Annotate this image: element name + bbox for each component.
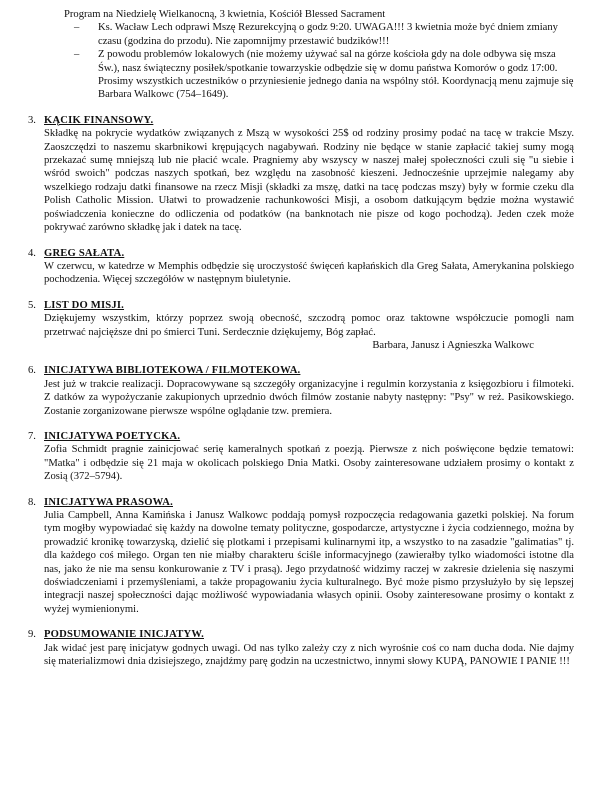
easter-program-item — [74, 48, 574, 102]
section-finance — [24, 114, 574, 235]
section-number: 3. — [28, 114, 36, 126]
easter-program-item-text: Z powodu problemów lokalowych (nie możemy używać sal na górze kościoła gdy na dole odbywa się msza Św.), nasz świąteczny posiłek/spotkanie towarzyskie odbędzie się w domu państwa Komorów o godz 17:00. Prosimy wszystkich uczestników o przyniesienie jednego dania na wspólny stół. Koordynacją menu zajmuje się Barbara Walkowc (754–1649). — [98, 49, 574, 101]
section-heading — [24, 496, 574, 509]
section-greg-salata — [24, 247, 574, 287]
letter-signature: Barbara, Janusz i Agnieszka Walkowc — [372, 339, 534, 351]
section-text: Dziękujemy wszystkim, którzy poprzez swoją obecność, szczodrą pomoc oraz taktowne współczucie pomogli nam przetrwać najcięższe dni po śmierci Tuni. Serdecznie dziękujemy, Bóg zapłać. — [44, 313, 574, 338]
section-letter — [24, 299, 574, 353]
section-heading — [24, 114, 574, 127]
section-title: INICJATYWA BIBLIOTEKOWA / FILMOTEKOWA. — [44, 365, 301, 377]
section-heading — [24, 628, 574, 641]
section-title: INICJATYWA POETYCKA. — [44, 430, 181, 442]
section-text: Jest już w trakcie realizacji. Dopracowywane są szczegóły organizacyjne i regulmin korzystania z księgozbioru i filmoteki. Z datków za wypożyczanie zakupionych uprzednio dwóch filmów zostanie nabyty następny: "Psy" w reż. Pasikowskiego. Zostanie zorganizowane pierwsze wspólne oglądanie tzw. premiera. — [44, 378, 574, 417]
section-text: Zofia Schmidt pragnie zainicjować serię kameralnych spotkań z poezją. Pierwsze z nich poświęcone będzie tematowi: "Matka" i odbędzie się 21 maja w okolicach polskiego Dnia Matki. Osoby zainteresowane udziałem prosimy o kontakt z Zosią (372–5794). — [44, 444, 574, 483]
section-title: PODSUMOWANIE INICJATYW. — [44, 629, 204, 641]
section-text: Julia Campbell, Anna Kamińska i Janusz Walkowc poddają pomysł rozpoczęcia redagowania gazetki polskiej. Na forum tym mogłby wypowiadać się każdy na dowolne tematy polityczne, gospodarcze, artystyczne i życia codziennego, można by prowadzić kronikę towarzyską, dzielić się plotkami i przepisami kulinarnymi itp, a wszystko to na zasadzie "galimatias" tj. dla każdego coś miłego. Organ ten nie miałby charakteru ściśle informacyjnego (zawierałby tylko wiadomości istotne dla nas, jako że nie ma sensu konkurowanie z TV i prasą). Jego przydatność widzimy raczej w zakresie dzielenia się naszymi doświadczeniami i przemyśleniami, a także propagowaniu życia kulturalnego. Być może pismo przysłużyło by się lepszej integracji naszej społeczności dając możliwość wypowiadania własych opinii. Osoby zainteresowane prosimy o kontakt z wyżej wymienionymi. — [44, 510, 574, 615]
section-title: KĄCIK FINANSOWY. — [44, 114, 154, 126]
section-text: Składkę na pokrycie wydatków związanych z Mszą w wysokości 25$ od rodziny prosimy podać na tacę w trakcie Mszy. Zaoszczędzi to naszemu skarbnikowi krępujących nagabywań. Rodziny nie będące w stanie zapłacić takiej sumy mogą przekazać sumę mniejszą lub nie płacić wcale. Pragniemy aby wszyscy w naszej małej społeczności czuli się "u siebie i wśród swoich" podczas naszych spotkań, bez względu na zasobność kieszeni. Jednocześnie uprzejmie nalegamy aby wszelkiego rodzaju datki finansowe na rzecz Misji (składki za mszę, datki na tacę podczas mszy) były w formie czeku dla Polish Catholic Mission. Ułatwi to prowadzenie rachunkowości Misji, a osobom datkującym będzie można wystawić poświadczenia konieczne do odliczenia od podatków (na banknotach nie pisze od kogo pochodzą). Jeden czek może pokrywać zarówno składkę jak i datek na tacę. — [44, 128, 574, 234]
section-number: 5. — [28, 299, 36, 311]
section-number: 4. — [28, 247, 36, 259]
section-text: Jak widać jest parę inicjatyw godnych uwagi. Od nas tylko zależy czy z nich wyrośnie coś co nam ducha doda. Nie dajmy się materializmowi dnia dzisiejszego, znajdźmy parę godzin na uczestnictwo, innymi słowy KUPĄ, PANOWIE I PANIE !!! — [44, 642, 574, 668]
section-library — [24, 364, 574, 418]
section-press — [24, 496, 574, 617]
section-title: LIST DO MISJI. — [44, 299, 125, 311]
section-heading — [24, 430, 574, 443]
easter-program — [64, 8, 574, 102]
section-heading — [24, 299, 574, 312]
section-title: INICJATYWA PRASOWA. — [44, 496, 173, 508]
section-number: 6. — [28, 365, 36, 377]
easter-program-item-text: Ks. Wacław Lech odprawi Mszę Rezurekcyjną o godz 9:20. UWAGA!!! 3 kwietnia może być dniem zmiany czasu (godzina do przodu). Nie zapomnijmy przestawić budzików!!! — [98, 22, 558, 47]
section-summary — [24, 628, 574, 668]
bullet-dash: – — [74, 49, 80, 61]
section-heading — [24, 364, 574, 377]
section-poetry — [24, 430, 574, 484]
easter-program-item — [74, 21, 574, 48]
easter-program-list — [64, 21, 574, 101]
easter-program-heading: Program na Niedzielę Wielkanocną, 3 kwietnia, Kościół Blessed Sacrament — [64, 9, 386, 20]
section-title: GREG SAŁATA. — [44, 247, 125, 259]
bullet-dash: – — [74, 22, 80, 34]
section-number: 7. — [28, 430, 36, 442]
section-number: 8. — [28, 496, 36, 508]
section-text: W czerwcu, w katedrze w Memphis odbędzie się uroczystość święceń kapłańskich dla Greg Sałata, Amerykanina polskiego pochodzenia. Więcej szczegółów w następnym biuletynie. — [44, 260, 574, 286]
section-heading — [24, 247, 574, 260]
section-number: 9. — [28, 629, 36, 641]
